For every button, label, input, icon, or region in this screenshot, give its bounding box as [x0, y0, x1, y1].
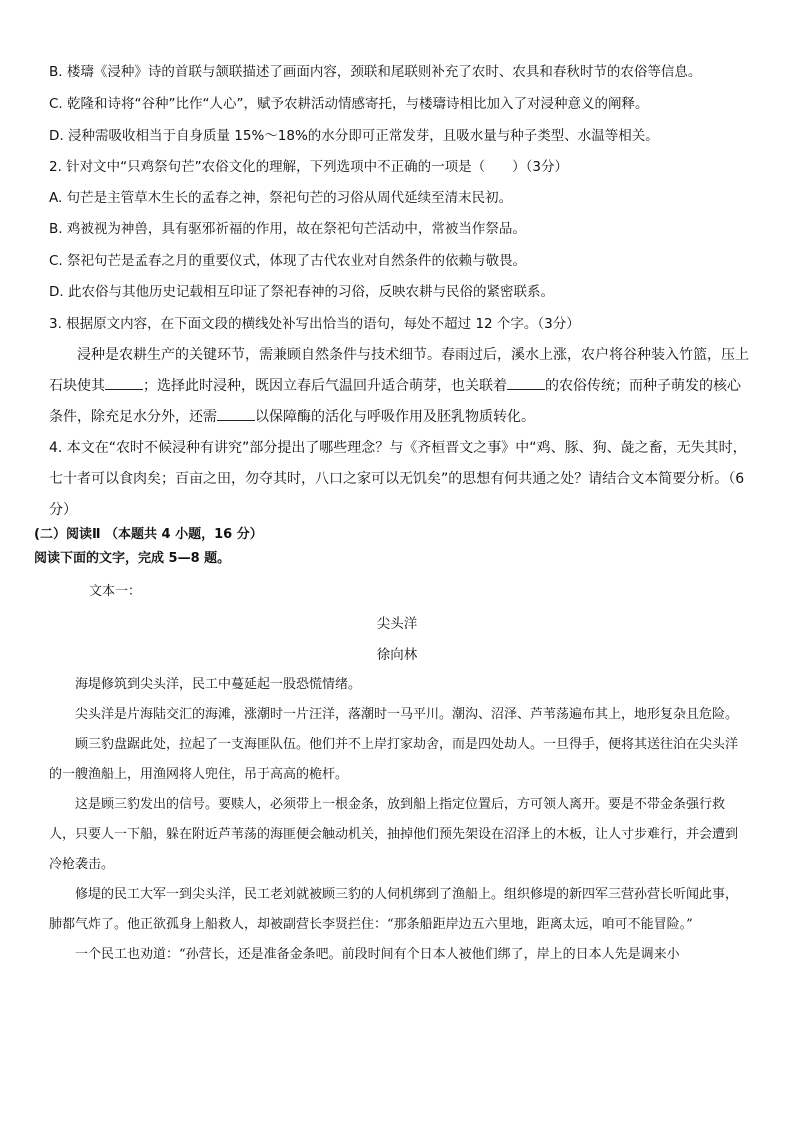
- q3-passage: [49, 340, 749, 433]
- section2-instruction: 阅读下面的文字，完成 5—8 题。: [34, 551, 231, 566]
- q2-option-b: B. 鸡被视为神兽，具有驱邪祈福的作用，故在祭祀句芒活动中，常被当作祭品。: [49, 221, 526, 237]
- q3-passage-part4: 以保障酶的活化与呼吸作用及胚乳物质转化。: [255, 409, 535, 425]
- q3-passage-part2: ；选择此时浸种，既因立春后气温回升适合萌芽，也关联着: [143, 378, 507, 394]
- q1-option-c: C. 乾隆和诗将“谷种”比作“人心”，赋予农耕活动情感寄托，与楼璹诗相比加入了对浸种意义的阐释。: [49, 96, 649, 112]
- text-one-label: 文本一：: [89, 584, 142, 599]
- q2-stem: 2. 针对文中“只鸡祭句芒”农俗文化的理解，下列选项中不正确的一项是（ ）（3分）: [49, 159, 568, 175]
- story-paragraph: 一个民工也劝道：“孙营长，还是准备金条吧。前段时间有个日本人被他们绑了，岸上的日本人先是调来小: [75, 947, 680, 962]
- q3-blank-2: [507, 377, 545, 390]
- section2-heading: (二）阅读Ⅱ （本题共 4 小题，16 分）: [34, 527, 263, 542]
- q2-option-c: C. 祭祀句芒是孟春之月的重要仪式，体现了古代农业对自然条件的依赖与敬畏。: [49, 253, 527, 269]
- story-paragraph: 修堤的民工大军一到尖头洋，民工老刘就被顾三豹的人伺机绑到了渔船上。组织修堤的新四军三营孙营长听闻此事，肺都气炸了。他正欲孤身上船救人，却被副营长李贤拦住：“那条船距岸边五六里地，距离太远，咱可不能冒险。”: [49, 887, 739, 932]
- story-paragraph: 顾三豹盘踞此处，拉起了一支海匪队伍。他们并不上岸打家劫舍，而是四处劫人。一旦得手，便将其送往泊在尖头洋的一艘渔船上，用渔网将人兜住，吊于高高的桅杆。: [49, 737, 739, 782]
- story-title: 尖头洋: [376, 616, 418, 632]
- story-paragraph: 海堤修筑到尖头洋，民工中蔓延起一股恐慌情绪。: [75, 677, 362, 692]
- q3-passage-part3: 的农俗传统；而种子萌发的核心条件，除充足水分外，还需: [49, 378, 741, 425]
- q3-passage-part1: 浸种是农耕生产的关键环节，需兼顾自然条件与技术细节。春雨过后，溪水上涨，农户将谷种装入竹篮，压上石块使其: [49, 347, 749, 394]
- q3-blank-1: [105, 377, 143, 390]
- q1-option-d: D. 浸种需吸收相当于自身质量 15%～18%的水分即可正常发芽，且吸水量与种子类型、水温等相关。: [49, 128, 659, 144]
- story-body: [49, 670, 749, 970]
- q4-text: 4. 本文在“农时不候浸种有讲究”部分提出了哪些理念？与《齐桓晋文之事》中“鸡、豚、狗、彘之畜，无失其时，七十者可以食肉矣；百亩之田，勿夺其时，八口之家可以无饥矣”的思想有何共通之处？请结合文本简要分析。（6分）: [49, 440, 747, 518]
- q2-option-d: D. 此农俗与其他历史记载相互印证了祭祀春神的习俗，反映农耕与民俗的紧密联系。: [49, 284, 554, 300]
- q2-option-a: A. 句芒是主管草木生长的孟春之神，祭祀句芒的习俗从周代延续至清末民初。: [49, 190, 513, 206]
- q3-blank-3: [217, 408, 255, 421]
- story-paragraph: 这是顾三豹发出的信号。要赎人，必须带上一根金条，放到船上指定位置后，方可领人离开。要是不带金条强行救人，只要人一下船，躲在附近芦苇荡的海匪便会触动机关，抽掉他们预先架设在沼泽上的木板，让人寸步难行，并会遭到冷枪袭击。: [49, 797, 739, 872]
- q1-option-b: B. 楼璹《浸种》诗的首联与颔联描述了画面内容，颈联和尾联则补充了农时、农具和春秋时节的农俗等信息。: [49, 64, 702, 80]
- q3-stem: 3. 根据原文内容，在下面文段的横线处补写出恰当的语句，每处不超过 12 个字。（3分）: [49, 316, 580, 332]
- story-paragraph: 尖头洋是片海陆交汇的海滩，涨潮时一片汪洋，落潮时一马平川。潮沟、沼泽、芦苇荡遍布其上，地形复杂且危险。: [75, 707, 739, 722]
- story-author: 徐向林: [376, 647, 418, 663]
